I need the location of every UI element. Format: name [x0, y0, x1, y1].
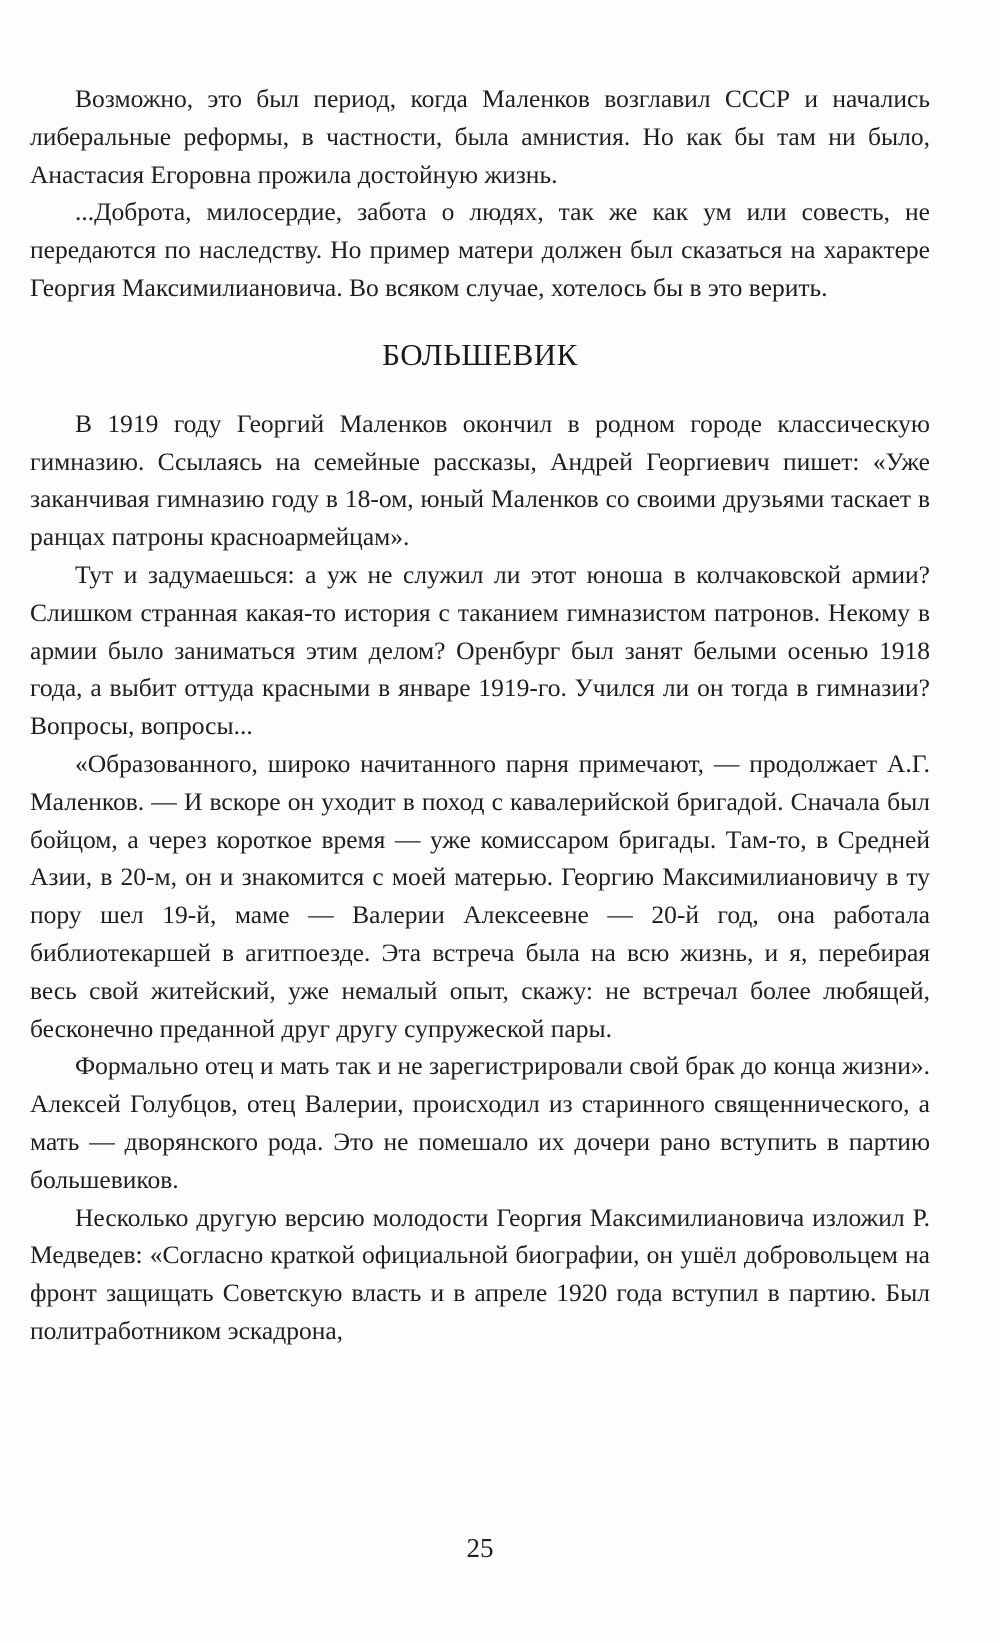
- paragraph: В 1919 году Георгий Маленков окончил в родном городе классическую гимназию. Ссылаясь на семейные рассказы, Андрей Георгиевич пишет: «Уже заканчивая гимназию году в 18-ом, юный Маленков со своими друзьями таскает в ранцах патроны красноармейцам».: [30, 408, 930, 552]
- paragraph: ...Доброта, милосердие, забота о людях, так же как ум или совесть, не передаются по наследству. Но пример матери должен был сказаться на характере Георгия Максимилиановича. Во всяком случае, хотелось бы в это верить.: [30, 197, 930, 302]
- paragraph: Формально отец и мать так и не зарегистрировали свой брак до конца жизни». Алексей Голубцов, отец Валерии, происходил из старинного священнического, а мать — дворянского рода. Это не помешало их дочери рано вступить в партию большевиков.: [30, 1051, 930, 1194]
- paragraph: Несколько другую версию молодости Георгия Максимилиановича изложил Р. Медведев: «Согласно краткой официальной биографии, он ушёл добровольцем на фронт защищать Советскую власть и в апреле 1920 года вступил в партию. Был политработником эскадрона,: [30, 1202, 930, 1345]
- paragraph: Тут и задумаешься: а уж не служил ли этот юноша в колчаковской армии? Слишком странная какая-то история с таканием гимназистом патронов. Некому в армии было заниматься этим делом? Оренбург был занят белыми осенью 1918 года, а выбит оттуда красными в январе 1919-го. Учился ли он тогда в гимназии? Вопросы, вопросы...: [30, 559, 930, 741]
- page-number: 25: [466, 1533, 494, 1563]
- page-text: [30, 80, 930, 1350]
- chapter-title: БОЛЬШЕВИК: [382, 336, 578, 372]
- paragraph: Возможно, это был период, когда Маленков возглавил СССР и начались либеральные реформы, в частности, была амнистия. Но как бы там ни было, Анастасия Егоровна прожила достойную жизнь.: [30, 84, 930, 189]
- paragraph: «Образованного, широко начитанного парня примечают, — продолжает А.Г. Маленков. — И вскоре он уходит в поход с кавалерийской бригадой. Сначала был бойцом, а через короткое время — уже комиссаром бригады. Там-то, в Средней Азии, в 20-м, он и знакомится с моей матерью. Георгию Максимилиановичу в ту пору шел 19-й, маме — Валерии Алексеевне — 20-й год, она работала библиотекаршей в агитпоезде. Эта встреча была на всю жизнь, и я, перебирая весь свой житейский, уже немалый опыт, скажу: не встречал более любящей, бесконечно преданной друг другу супружеской пары.: [30, 748, 930, 1043]
